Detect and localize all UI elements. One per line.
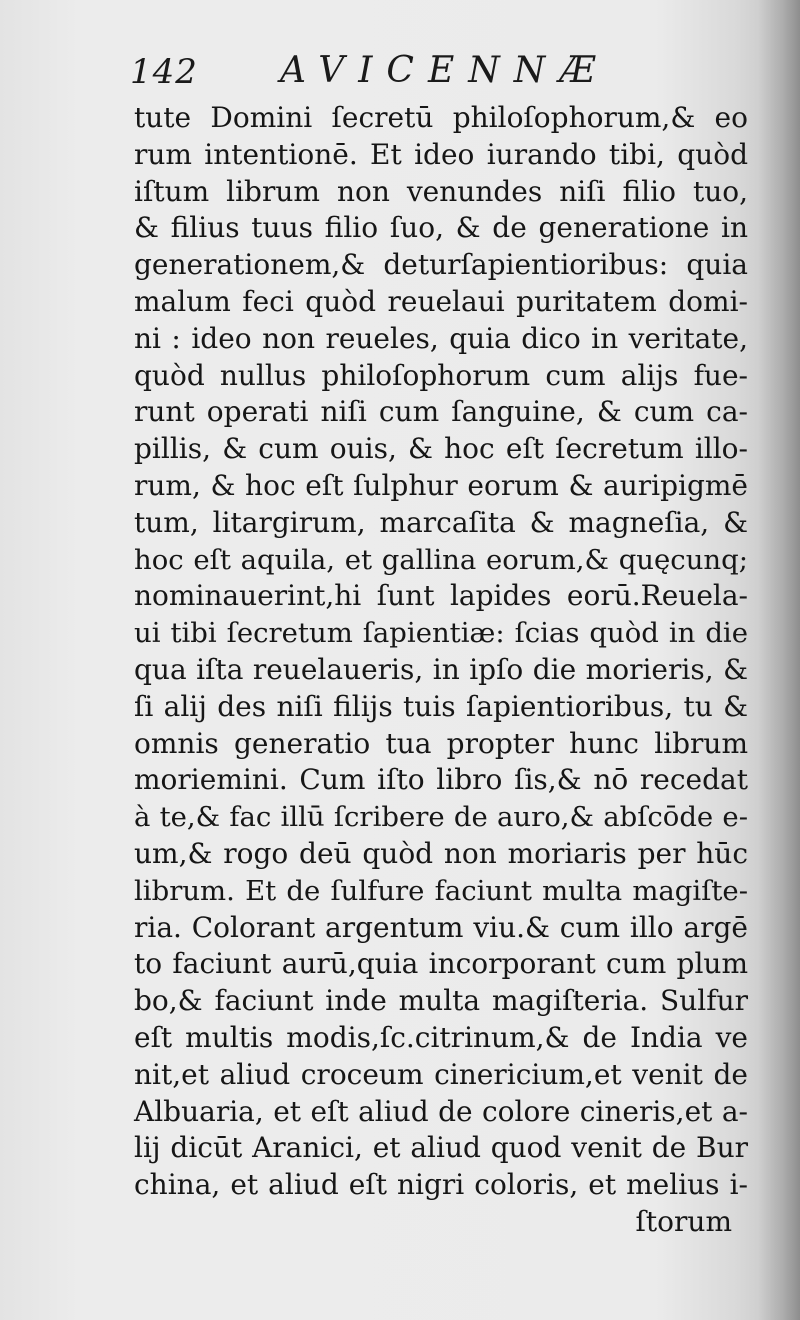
page-number: 142: [130, 52, 198, 92]
page-header: [130, 48, 750, 98]
text-line: tute Domini ſecretū philoſophorum,& eo: [134, 101, 748, 134]
text-line: Albuaria, et eſt aliud de colore cineris,et a-: [134, 1094, 748, 1128]
text-line: pillis, & cum ouis, & hoc eſt ſecretum illo-: [134, 432, 748, 466]
running-head: AVICENNÆ: [280, 50, 610, 91]
text-line: & filius tuus filio ſuo, & de generatione in: [134, 211, 748, 245]
body-text: [134, 100, 748, 1241]
text-line: bo,& faciunt inde multa magiſteria. Sulfur: [134, 984, 748, 1018]
text-line: à te,& fac illū ſcribere de auro,& abſcōde e-: [134, 801, 748, 834]
text-line: ria. Colorant argentum viu.& cum illo argē: [134, 910, 748, 944]
text-line: ui tibi ſecretum ſapientiæ: ſcias quòd in die: [134, 617, 748, 650]
text-line: lij dicūt Aranici, et aliud quod venit de Bur: [134, 1131, 748, 1165]
text-line: to faciunt aurū,quia incorporant cum plum: [134, 947, 748, 981]
text-line: ni : ideo non reueles, quia dico in veritate,: [134, 321, 748, 355]
text-line: hoc eſt aquila, et gallina eorum,& quęcunq;: [134, 543, 748, 576]
text-line: ſi alij des niſi filijs tuis ſapientioribus, tu &: [134, 689, 748, 723]
text-line: china, et aliud eſt nigri coloris, et melius i-: [134, 1168, 748, 1202]
text-line: eſt multis modis,ſc.citrinum,& de India ve: [134, 1020, 748, 1054]
text-line: nit,et aliud croceum cinericium,et venit de: [134, 1057, 748, 1091]
catchword: ſtorum: [635, 1204, 732, 1238]
text-line: nominauerint,hi ſunt lapides eorū.Reuela-: [134, 579, 748, 613]
text-line: quòd nullus philoſophorum cum alijs fue-: [134, 358, 748, 392]
text-line: librum. Et de ſulfure faciunt multa magiſte-: [134, 874, 748, 907]
text-line: qua iſta reuelaueris, in ipſo die morieris, &: [134, 652, 748, 686]
text-line: runt operati niſi cum ſanguine, & cum ca-: [134, 395, 748, 429]
text-line: moriemini. Cum iſto libro ſis,& nō recedat: [134, 763, 748, 797]
text-line: rum, & hoc eſt ſulphur eorum & auripigmē: [134, 468, 748, 502]
text-line: generationem,& deturſapientioribus: quia: [134, 248, 748, 282]
text-line: tum, litargirum, marcaſita & magneſia, &: [134, 505, 748, 539]
text-line: um,& rogo deū quòd non moriaris per hūc: [134, 836, 748, 870]
text-line: malum feci quòd reuelaui puritatem domi-: [134, 284, 748, 318]
text-line: iſtum librum non venundes niſi filio tuo,: [134, 174, 748, 208]
text-line: omnis generatio tua propter hunc librum: [134, 726, 748, 760]
text-line: rum intentionē. Et ideo iurando tibi, quòd: [134, 137, 748, 171]
